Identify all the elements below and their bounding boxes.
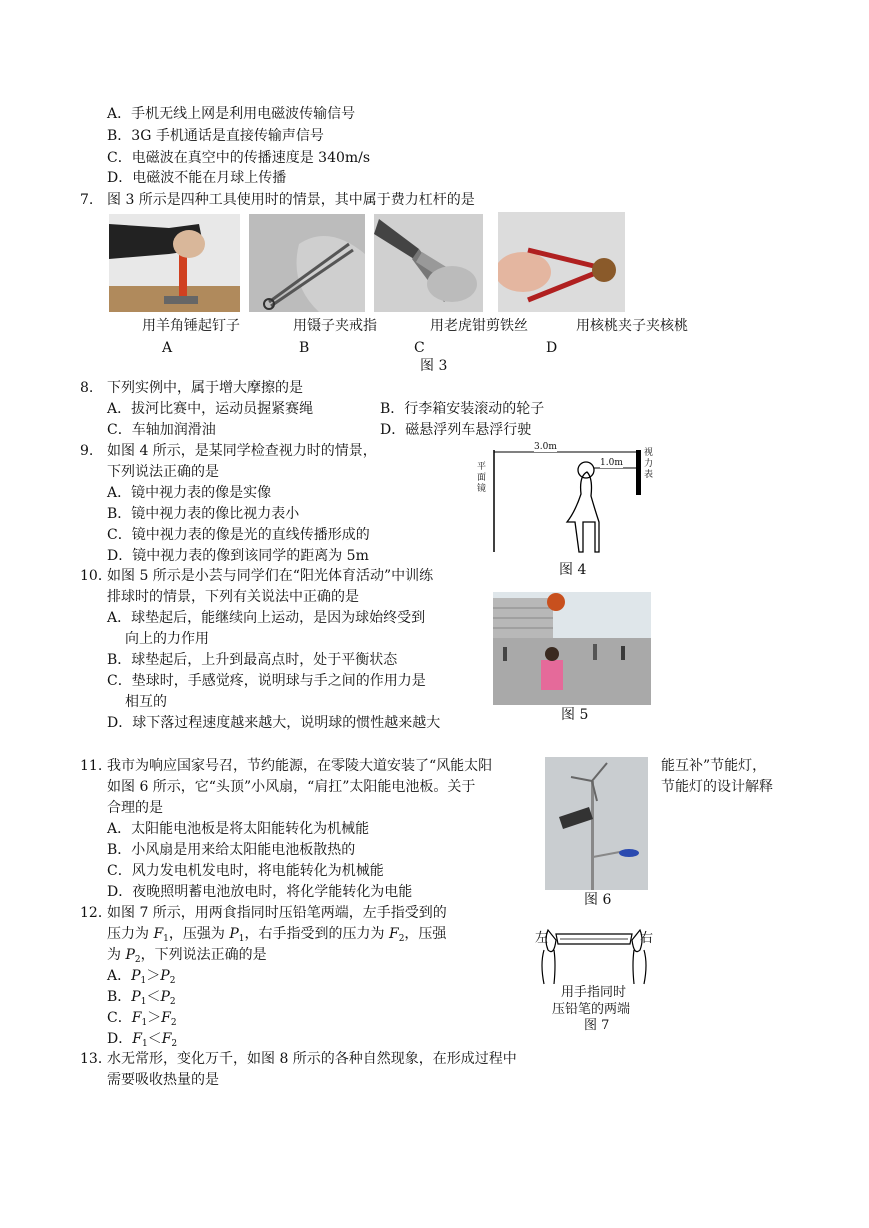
eye-chart-label: 视力表 [644, 448, 654, 480]
q7-number: 7. [80, 192, 94, 208]
q10-option-a-line1: A．球垫起后，能继续向上运动，是因为球始终受到 [107, 610, 426, 626]
q7-letter-b: B [299, 340, 310, 356]
q11-stem-line3: 合理的是 [107, 800, 163, 816]
q12-stem-line2: 压力为 $F_1$，压强为 $P_1$，右手指受到的压力为 $F_2$，压强 [107, 926, 447, 944]
distance-partial: 1.0m [600, 458, 623, 468]
q11-option-d: D．夜晚照明蓄电池放电时，将化学能转化为电能 [107, 884, 413, 900]
q6-option-b: B．3G 手机通话是直接传输声信号 [107, 128, 324, 144]
q10-option-c-line2: 相互的 [125, 694, 167, 710]
q10-option-a-line2: 向上的力作用 [125, 631, 209, 647]
figure-7-caption-line2: 压铅笔的两端 [552, 1002, 631, 1017]
q9-option-a: A．镜中视力表的像是实像 [107, 485, 272, 501]
q12-option-d: D．$F_1<F_2$ [107, 1031, 178, 1049]
q7-letter-d: D [546, 340, 558, 356]
q10-option-b: B．球垫起后，上升到最高点时，处于平衡状态 [107, 652, 398, 668]
q10-option-d: D．球下落过程速度越来越大，说明球的惯性越来越大 [107, 715, 441, 731]
q12-number: 12． [80, 905, 112, 921]
figure-7-diagram [534, 926, 658, 1036]
figure-7-label: 图 7 [584, 1018, 610, 1033]
q11-stem-line2-continued: 节能灯的设计解释 [661, 779, 773, 795]
q12-stem-line3: 为 $P_2$，下列说法正确的是 [107, 947, 267, 965]
q11-stem-line2: 如图 6 所示，它“头顶”小风扇，“肩扛”太阳能电池板。关于 [107, 779, 476, 795]
q13-number: 13． [80, 1051, 112, 1067]
q13-stem-line1: 水无常形，变化万千，如图 8 所示的各种自然现象，在形成过程中 [107, 1051, 517, 1067]
solar-wind-lamp-photo [545, 757, 648, 890]
q11-stem-line1: 我市为响应国家号召，节约能源，在零陵大道安装了“风能太阳 [107, 758, 493, 774]
q7-figure-label: 图 3 [420, 358, 448, 374]
q6-option-a: A．手机无线上网是利用电磁波传输信号 [107, 106, 356, 122]
q10-figure-label: 图 5 [561, 707, 589, 723]
q10-number: 10． [80, 568, 112, 584]
q11-figure-label: 图 6 [584, 892, 612, 908]
q12-option-b: B．$P_1<P_2$ [107, 989, 176, 1007]
q12-option-a: A．$P_1>P_2$ [107, 968, 176, 986]
q8-option-b: B．行李箱安装滚动的轮子 [380, 401, 545, 417]
left-label: 左 [535, 931, 549, 946]
q7-caption-b: 用镊子夹戒指 [293, 318, 377, 334]
mirror-label: 平面镜 [477, 462, 487, 494]
q10-option-c-line1: C．垫球时，手感觉疼，说明球与手之间的作用力是 [107, 673, 426, 689]
q7-stem: 图 3 所示是四种工具使用时的情景，其中属于费力杠杆的是 [107, 192, 475, 208]
q8-option-c: C．车轴加润滑油 [107, 422, 216, 438]
q9-option-c: C．镜中视力表的像是光的直线传播形成的 [107, 527, 370, 543]
q10-stem-line1: 如图 5 所示是小芸与同学们在“阳光体育活动”中训练 [107, 568, 434, 584]
volleyball-photo [493, 592, 651, 705]
q11-number: 11. [80, 758, 103, 774]
hammer-photo [109, 214, 240, 312]
q9-stem-line2: 下列说法正确的是 [107, 464, 219, 480]
q6-option-c: C．电磁波在真空中的传播速度是 340m/s [107, 150, 371, 166]
figure-4-diagram [472, 442, 662, 560]
pliers-photo [374, 214, 483, 312]
q9-number: 9. [80, 443, 94, 459]
q9-stem-line1: 如图 4 所示，是某同学检查视力时的情景， [107, 443, 377, 459]
q9-figure-label: 图 4 [559, 562, 587, 578]
q9-option-b: B．镜中视力表的像比视力表小 [107, 506, 300, 522]
q7-letter-c: C [414, 340, 425, 356]
q8-option-d: D．磁悬浮列车悬浮行驶 [380, 422, 532, 438]
q11-stem-line1-continued: 能互补”节能灯， [661, 758, 767, 774]
q10-stem-line2: 排球时的情景，下列有关说法中正确的是 [107, 589, 359, 605]
q12-stem-line1: 如图 7 所示，用两食指同时压铅笔两端，左手指受到的 [107, 905, 447, 921]
q13-stem-line2: 需要吸收热量的是 [107, 1072, 219, 1088]
q7-caption-d: 用核桃夹子夹核桃 [576, 318, 688, 334]
q7-caption-a: 用羊角锤起钉子 [142, 318, 240, 334]
right-label: 右 [640, 931, 654, 946]
q7-letter-a: A [162, 340, 173, 356]
q8-stem: 下列实例中，属于增大摩擦的是 [107, 380, 303, 396]
q11-option-c: C．风力发电机发电时，将电能转化为机械能 [107, 863, 384, 879]
q11-option-a: A．太阳能电池板是将太阳能转化为机械能 [107, 821, 370, 837]
tweezers-photo [249, 214, 365, 312]
q8-number: 8. [80, 380, 94, 396]
nutcracker-photo [498, 212, 625, 312]
q12-option-c: C．$F_1>F_2$ [107, 1010, 177, 1028]
q11-option-b: B．小风扇是用来给太阳能电池板散热的 [107, 842, 356, 858]
q8-option-a: A．拔河比赛中，运动员握紧赛绳 [107, 401, 314, 417]
figure-7-caption-line1: 用手指同时 [561, 985, 627, 1000]
q7-caption-c: 用老虎钳剪铁丝 [430, 318, 528, 334]
distance-total: 3.0m [534, 442, 557, 452]
q9-option-d: D．镜中视力表的像到该同学的距离为 5m [107, 548, 369, 564]
q6-option-d: D．电磁波不能在月球上传播 [107, 170, 287, 186]
